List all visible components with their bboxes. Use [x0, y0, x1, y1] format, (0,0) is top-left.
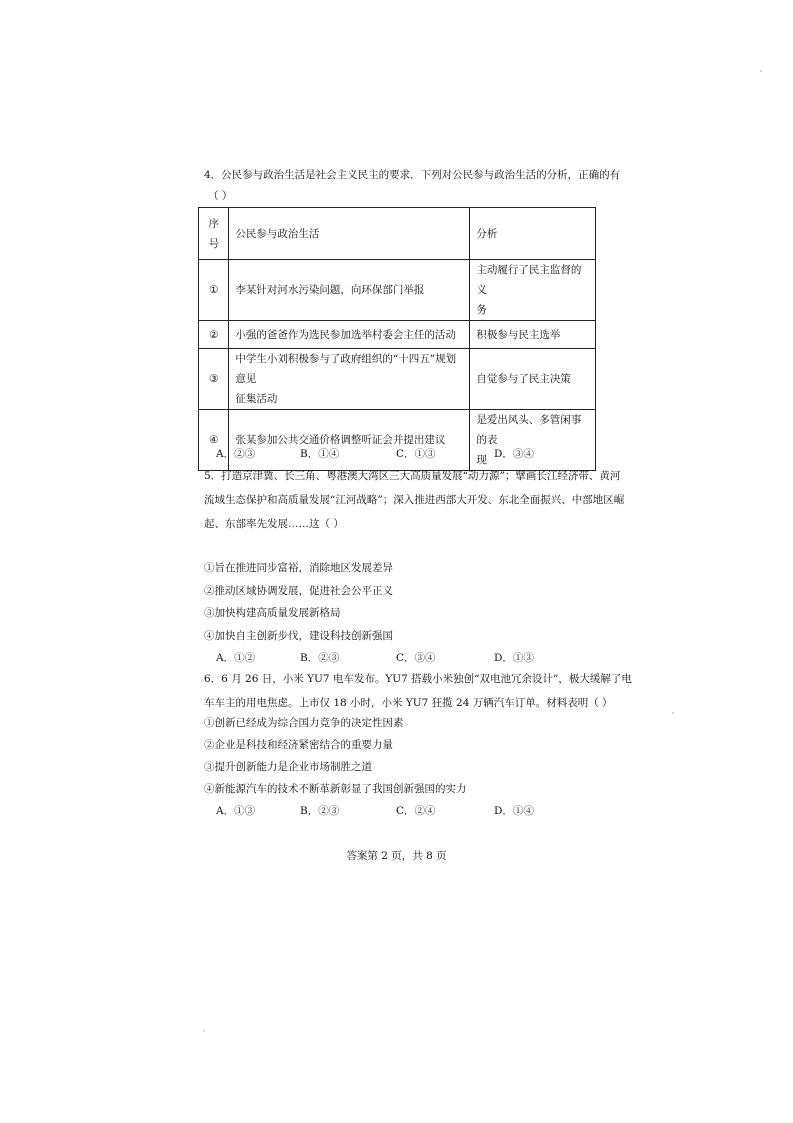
stem-line: 车车主的用电焦虑。上市仅 18 小时，小米 YU7 狂揽 24 万辆汽车订单。材料表明（ ）: [204, 697, 613, 709]
option-a: A．①③: [216, 805, 256, 817]
q6-choice-2: ②企业是科技和经济紧密结合的重要力量: [204, 739, 393, 751]
question-4-options: [216, 446, 576, 462]
header-activity: 公民参与政治生活: [229, 208, 470, 260]
question-4-paren: （ ）: [208, 190, 233, 202]
table-row: [199, 349, 596, 410]
q6-choice-4: ④新能源汽车的技术不断革新彰显了我国创新强国的实力: [204, 783, 467, 795]
question-5-stem: [204, 464, 625, 536]
row-activity: 张某参加公共交通价格调整听证会并提出建议: [229, 410, 470, 471]
scan-speck: [203, 1030, 205, 1032]
question-6-options: [216, 803, 576, 819]
row-no: ③: [199, 349, 229, 410]
q5-choice-4: ④加快自主创新步伐，建设科技创新强国: [204, 630, 393, 642]
question-6-stem: [204, 667, 632, 715]
stem-line: 流域生态保护和高质量发展“江河战略”；深入推进西部大开发、东北全面振兴、中部地区崛: [204, 494, 625, 506]
q5-choice-3: ③加快构建高质量发展新格局: [204, 607, 341, 619]
question-5-options: [216, 650, 576, 666]
option-c: C．②④: [396, 805, 436, 817]
page-footer: 答案第 2 页，共 8 页: [346, 850, 447, 862]
row-analysis: 积极参与民主选举: [470, 321, 596, 349]
row-analysis: 主动履行了民主监督的义 务: [470, 260, 596, 321]
stem-line: 5．打造京津冀、长三角、粤港澳大湾区三大高质量发展“动力源”；擘画长江经济带、黄河: [204, 470, 621, 482]
option-b: B．①④: [300, 448, 340, 460]
question-4-title: 4．公民参与政治生活是社会主义民主的要求．下列对公民参与政治生活的分析，正确的有: [204, 169, 621, 181]
option-a: A．②③: [216, 448, 256, 460]
q6-choice-3: ③提升创新能力是企业市场制胜之道: [204, 761, 372, 773]
scan-speck: [760, 70, 762, 72]
row-no: ①: [199, 260, 229, 321]
row-activity: 李某针对河水污染问题，向环保部门举报: [229, 260, 470, 321]
stem-line: 6．6 月 26 日，小米 YU7 电车发布。YU7 搭载小米独创“双电池冗余设计”，极大缓解了电: [204, 673, 632, 685]
row-no: ②: [199, 321, 229, 349]
q5-choice-1: ①旨在推进同步富裕，消除地区发展差异: [204, 562, 393, 574]
table-header-row: [199, 208, 596, 260]
header-no: 序 号: [199, 208, 229, 260]
row-no: ④: [199, 410, 229, 471]
q6-choice-1: ①创新已经成为综合国力竞争的决定性因素: [204, 717, 404, 729]
option-c: C．①③: [396, 448, 436, 460]
option-c: C．③④: [396, 652, 436, 664]
row-activity: 中学生小刘积极参与了政府组织的“十四五”规划意见 征集活动: [229, 349, 470, 410]
question-4-table: [198, 207, 596, 471]
option-b: B．②③: [300, 805, 340, 817]
option-d: D．①④: [494, 805, 534, 817]
stem-line: 起、东部率先发展……这（ ）: [204, 518, 344, 530]
table-row: [199, 321, 596, 349]
scan-speck: [672, 712, 674, 714]
table-row: [199, 260, 596, 321]
row-analysis: 是爱出风头、多管闲事的表 现: [470, 410, 596, 471]
option-d: D．③④: [494, 448, 534, 460]
option-b: B．②③: [300, 652, 340, 664]
header-analysis: 分析: [470, 208, 596, 260]
row-activity: 小强的爸爸作为选民参加选举村委会主任的活动: [229, 321, 470, 349]
option-a: A．①②: [216, 652, 256, 664]
q5-choice-2: ②推动区域协调发展，促进社会公平正义: [204, 585, 393, 597]
option-d: D．①③: [494, 652, 534, 664]
row-analysis: 自觉参与了民主决策: [470, 349, 596, 410]
